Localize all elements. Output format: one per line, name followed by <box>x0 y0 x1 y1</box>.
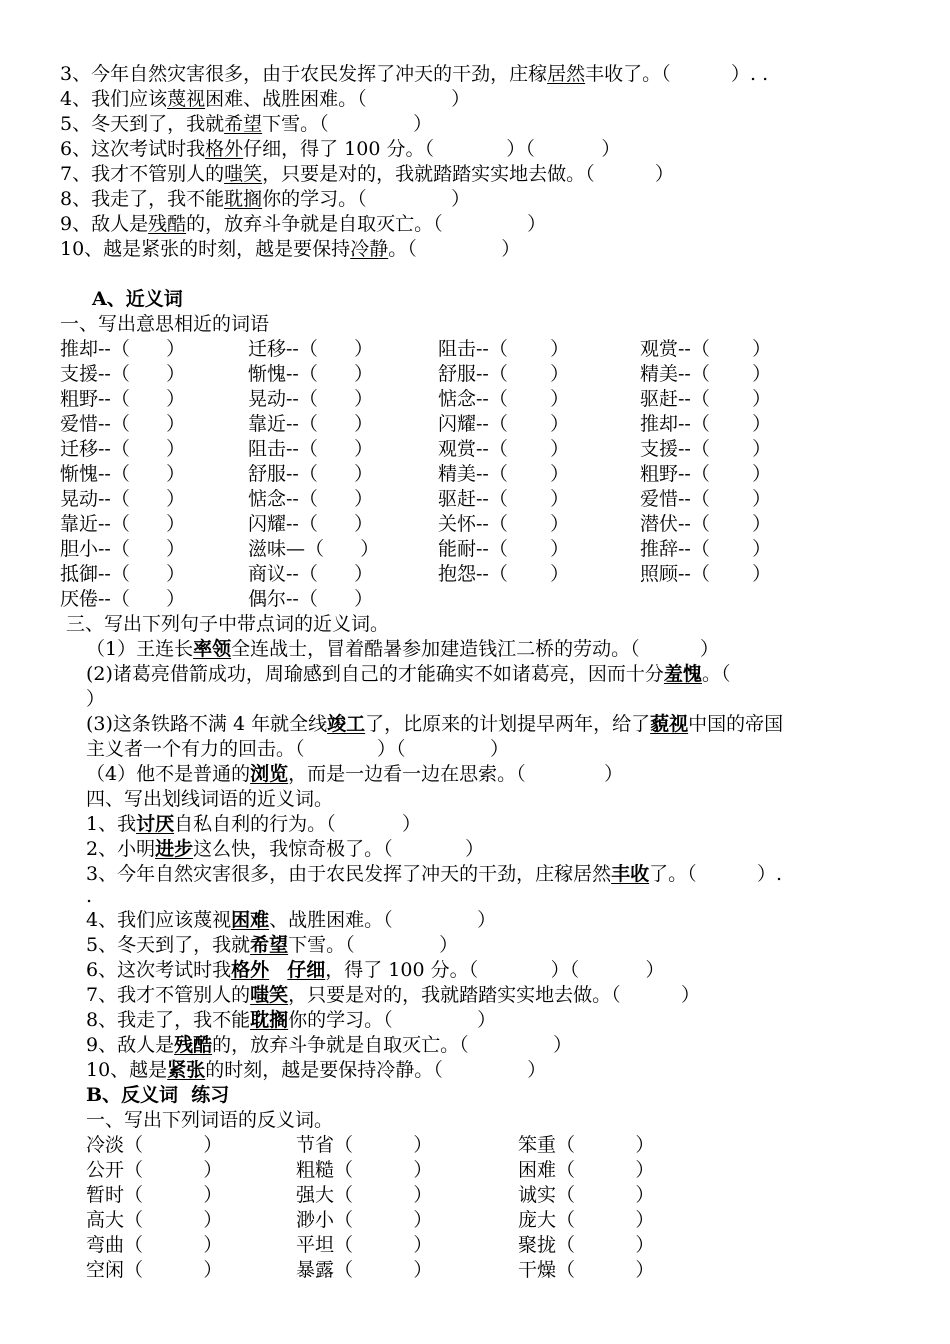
antonym-item: 诚实（ ） <box>518 1184 655 1206</box>
antonym-item: 粗糙（ ） <box>296 1159 433 1181</box>
s4-line-7: 7、我才不管别人的嗤笑，只要是对的，我就踏踏实实地去做。（ ） <box>86 984 701 1006</box>
antonym-item: 干燥（ ） <box>518 1259 655 1281</box>
synonym-item: 推却--（ ） <box>640 413 772 435</box>
synonym-item: 靠近--（ ） <box>60 513 186 535</box>
section-b-sub1: 一、写出下列词语的反义词。 <box>86 1109 334 1131</box>
section-a-sub3: 三、写出下列句子中带点词的近义词。 <box>60 613 390 635</box>
synonym-item: 推辞--（ ） <box>640 538 772 560</box>
synonym-item: 粗野--（ ） <box>60 388 186 410</box>
antonym-item: 节省（ ） <box>296 1134 433 1156</box>
synonym-item: 粗野--（ ） <box>640 463 772 485</box>
synonym-item: 观赏--（ ） <box>640 338 772 360</box>
antonym-item: 公开（ ） <box>86 1159 223 1181</box>
s4-line-5: 5、冬天到了，我就希望下雪。（ ） <box>86 934 459 956</box>
synonym-item: 推却--（ ） <box>60 338 186 360</box>
s4-line-6: 6、这次考试时我格外 仔细，得了 100 分。（ ）（ ） <box>86 959 665 981</box>
s3-line-2b: ） <box>86 688 106 710</box>
antonym-item: 庞大（ ） <box>518 1209 655 1231</box>
antonym-item: 笨重（ ） <box>518 1134 655 1156</box>
synonym-item: 迁移--（ ） <box>248 338 374 360</box>
antonym-item: 困难（ ） <box>518 1159 655 1181</box>
synonym-item: 精美--（ ） <box>438 463 570 485</box>
s0-line-6: 6、这次考试时我格外仔细，得了 100 分。（ ）（ ） <box>60 138 621 160</box>
s4-line-10: 10、越是紧张的时刻，越是要保持冷静。（ ） <box>86 1059 547 1081</box>
antonym-item: 渺小（ ） <box>296 1209 433 1231</box>
synonym-item: 闪耀--（ ） <box>438 413 570 435</box>
s3-line-2: (2)诸葛亮借箭成功，周瑜感到自己的才能确实不如诸葛亮，因而十分羞愧。（ <box>86 663 731 685</box>
synonym-item: 抵御--（ ） <box>60 563 186 585</box>
s0-line-3: 3、今年自然灾害很多，由于农民发挥了冲天的干劲，庄稼居然丰收了。（ ）. . <box>60 63 769 85</box>
synonym-item: 惭愧--（ ） <box>60 463 186 485</box>
synonym-item: 商议--（ ） <box>248 563 374 585</box>
synonym-item: 爱惜--（ ） <box>60 413 186 435</box>
synonym-item: 爱惜--（ ） <box>640 488 772 510</box>
antonym-item: 弯曲（ ） <box>86 1234 223 1256</box>
synonym-item: 惦念--（ ） <box>438 388 570 410</box>
section-a-sub4: 四、写出划线词语的近义词。 <box>86 788 334 810</box>
synonym-item: 观赏--（ ） <box>438 438 570 460</box>
antonym-item: 高大（ ） <box>86 1209 223 1231</box>
s4-line-3b: . <box>86 885 93 907</box>
synonym-item: 晃动--（ ） <box>248 388 374 410</box>
synonym-item: 靠近--（ ） <box>248 413 374 435</box>
synonym-item: 抱怨--（ ） <box>438 563 570 585</box>
s3-line-3b: 主义者一个有力的回击。（ ）（ ） <box>86 738 510 760</box>
antonym-item: 平坦（ ） <box>296 1234 433 1256</box>
synonym-item: 支援--（ ） <box>60 363 186 385</box>
synonym-item: 迁移--（ ） <box>60 438 186 460</box>
synonym-item: 惭愧--（ ） <box>248 363 374 385</box>
s0-line-5: 5、冬天到了，我就希望下雪。（ ） <box>60 113 433 135</box>
s3-line-3: (3)这条铁路不满 4 年就全线竣工了，比原来的计划提早两年，给了藐视中国的帝国 <box>86 713 784 735</box>
s3-line-1: （1）王连长率领全连战士，冒着酷暑参加建造钱江二桥的劳动。（ ） <box>86 638 720 660</box>
synonym-item: 厌倦--（ ） <box>60 588 186 610</box>
antonym-item: 强大（ ） <box>296 1184 433 1206</box>
synonym-item: 驱赶--（ ） <box>640 388 772 410</box>
s4-line-8: 8、我走了，我不能耽搁你的学习。（ ） <box>86 1009 497 1031</box>
section-a-heading: A、近义词 <box>92 288 183 310</box>
synonym-item: 惦念--（ ） <box>248 488 374 510</box>
antonym-item: 空闲（ ） <box>86 1259 223 1281</box>
synonym-item: 关怀--（ ） <box>438 513 570 535</box>
antonym-item: 暴露（ ） <box>296 1259 433 1281</box>
section-a-sub1: 一、写出意思相近的词语 <box>60 313 270 335</box>
synonym-item: 偶尔--（ ） <box>248 588 374 610</box>
antonym-item: 冷淡（ ） <box>86 1134 223 1156</box>
synonym-item: 精美--（ ） <box>640 363 772 385</box>
synonym-item: 滋味—（ ） <box>248 538 380 560</box>
synonym-item: 驱赶--（ ） <box>438 488 570 510</box>
s4-line-4: 4、我们应该蔑视困难、战胜困难。（ ） <box>86 909 497 931</box>
synonym-item: 阻击--（ ） <box>248 438 374 460</box>
antonym-item: 聚拢（ ） <box>518 1234 655 1256</box>
synonym-item: 潜伏--（ ） <box>640 513 772 535</box>
s0-line-8: 8、我走了，我不能耽搁你的学习。（ ） <box>60 188 471 210</box>
synonym-item: 舒服--（ ） <box>438 363 570 385</box>
s0-line-9: 9、敌人是残酷的，放弃斗争就是自取灭亡。（ ） <box>60 213 547 235</box>
synonym-item: 胆小--（ ） <box>60 538 186 560</box>
synonym-item: 阻击--（ ） <box>438 338 570 360</box>
s4-line-2: 2、小明进步这么快，我惊奇极了。（ ） <box>86 838 485 860</box>
synonym-item: 闪耀--（ ） <box>248 513 374 535</box>
s0-line-10: 10、越是紧张的时刻，越是要保持冷静。（ ） <box>60 238 521 260</box>
s0-line-7: 7、我才不管别人的嗤笑，只要是对的，我就踏踏实实地去做。（ ） <box>60 163 675 185</box>
synonym-item: 晃动--（ ） <box>60 488 186 510</box>
synonym-item: 支援--（ ） <box>640 438 772 460</box>
s0-line-4: 4、我们应该蔑视困难、战胜困难。（ ） <box>60 88 471 110</box>
s4-line-9: 9、敌人是残酷的，放弃斗争就是自取灭亡。（ ） <box>86 1034 573 1056</box>
section-b-heading: B、反义词 练习 <box>86 1084 230 1106</box>
synonym-item: 能耐--（ ） <box>438 538 570 560</box>
s4-line-1: 1、我讨厌自私自利的行为。（ ） <box>86 813 422 835</box>
synonym-item: 照顾--（ ） <box>640 563 772 585</box>
s3-line-4: （4）他不是普通的浏览，而是一边看一边在思索。（ ） <box>86 763 624 785</box>
s4-line-3: 3、今年自然灾害很多，由于农民发挥了冲天的干劲，庄稼居然丰收了。（ ）. <box>86 863 783 885</box>
synonym-item: 舒服--（ ） <box>248 463 374 485</box>
antonym-item: 暂时（ ） <box>86 1184 223 1206</box>
